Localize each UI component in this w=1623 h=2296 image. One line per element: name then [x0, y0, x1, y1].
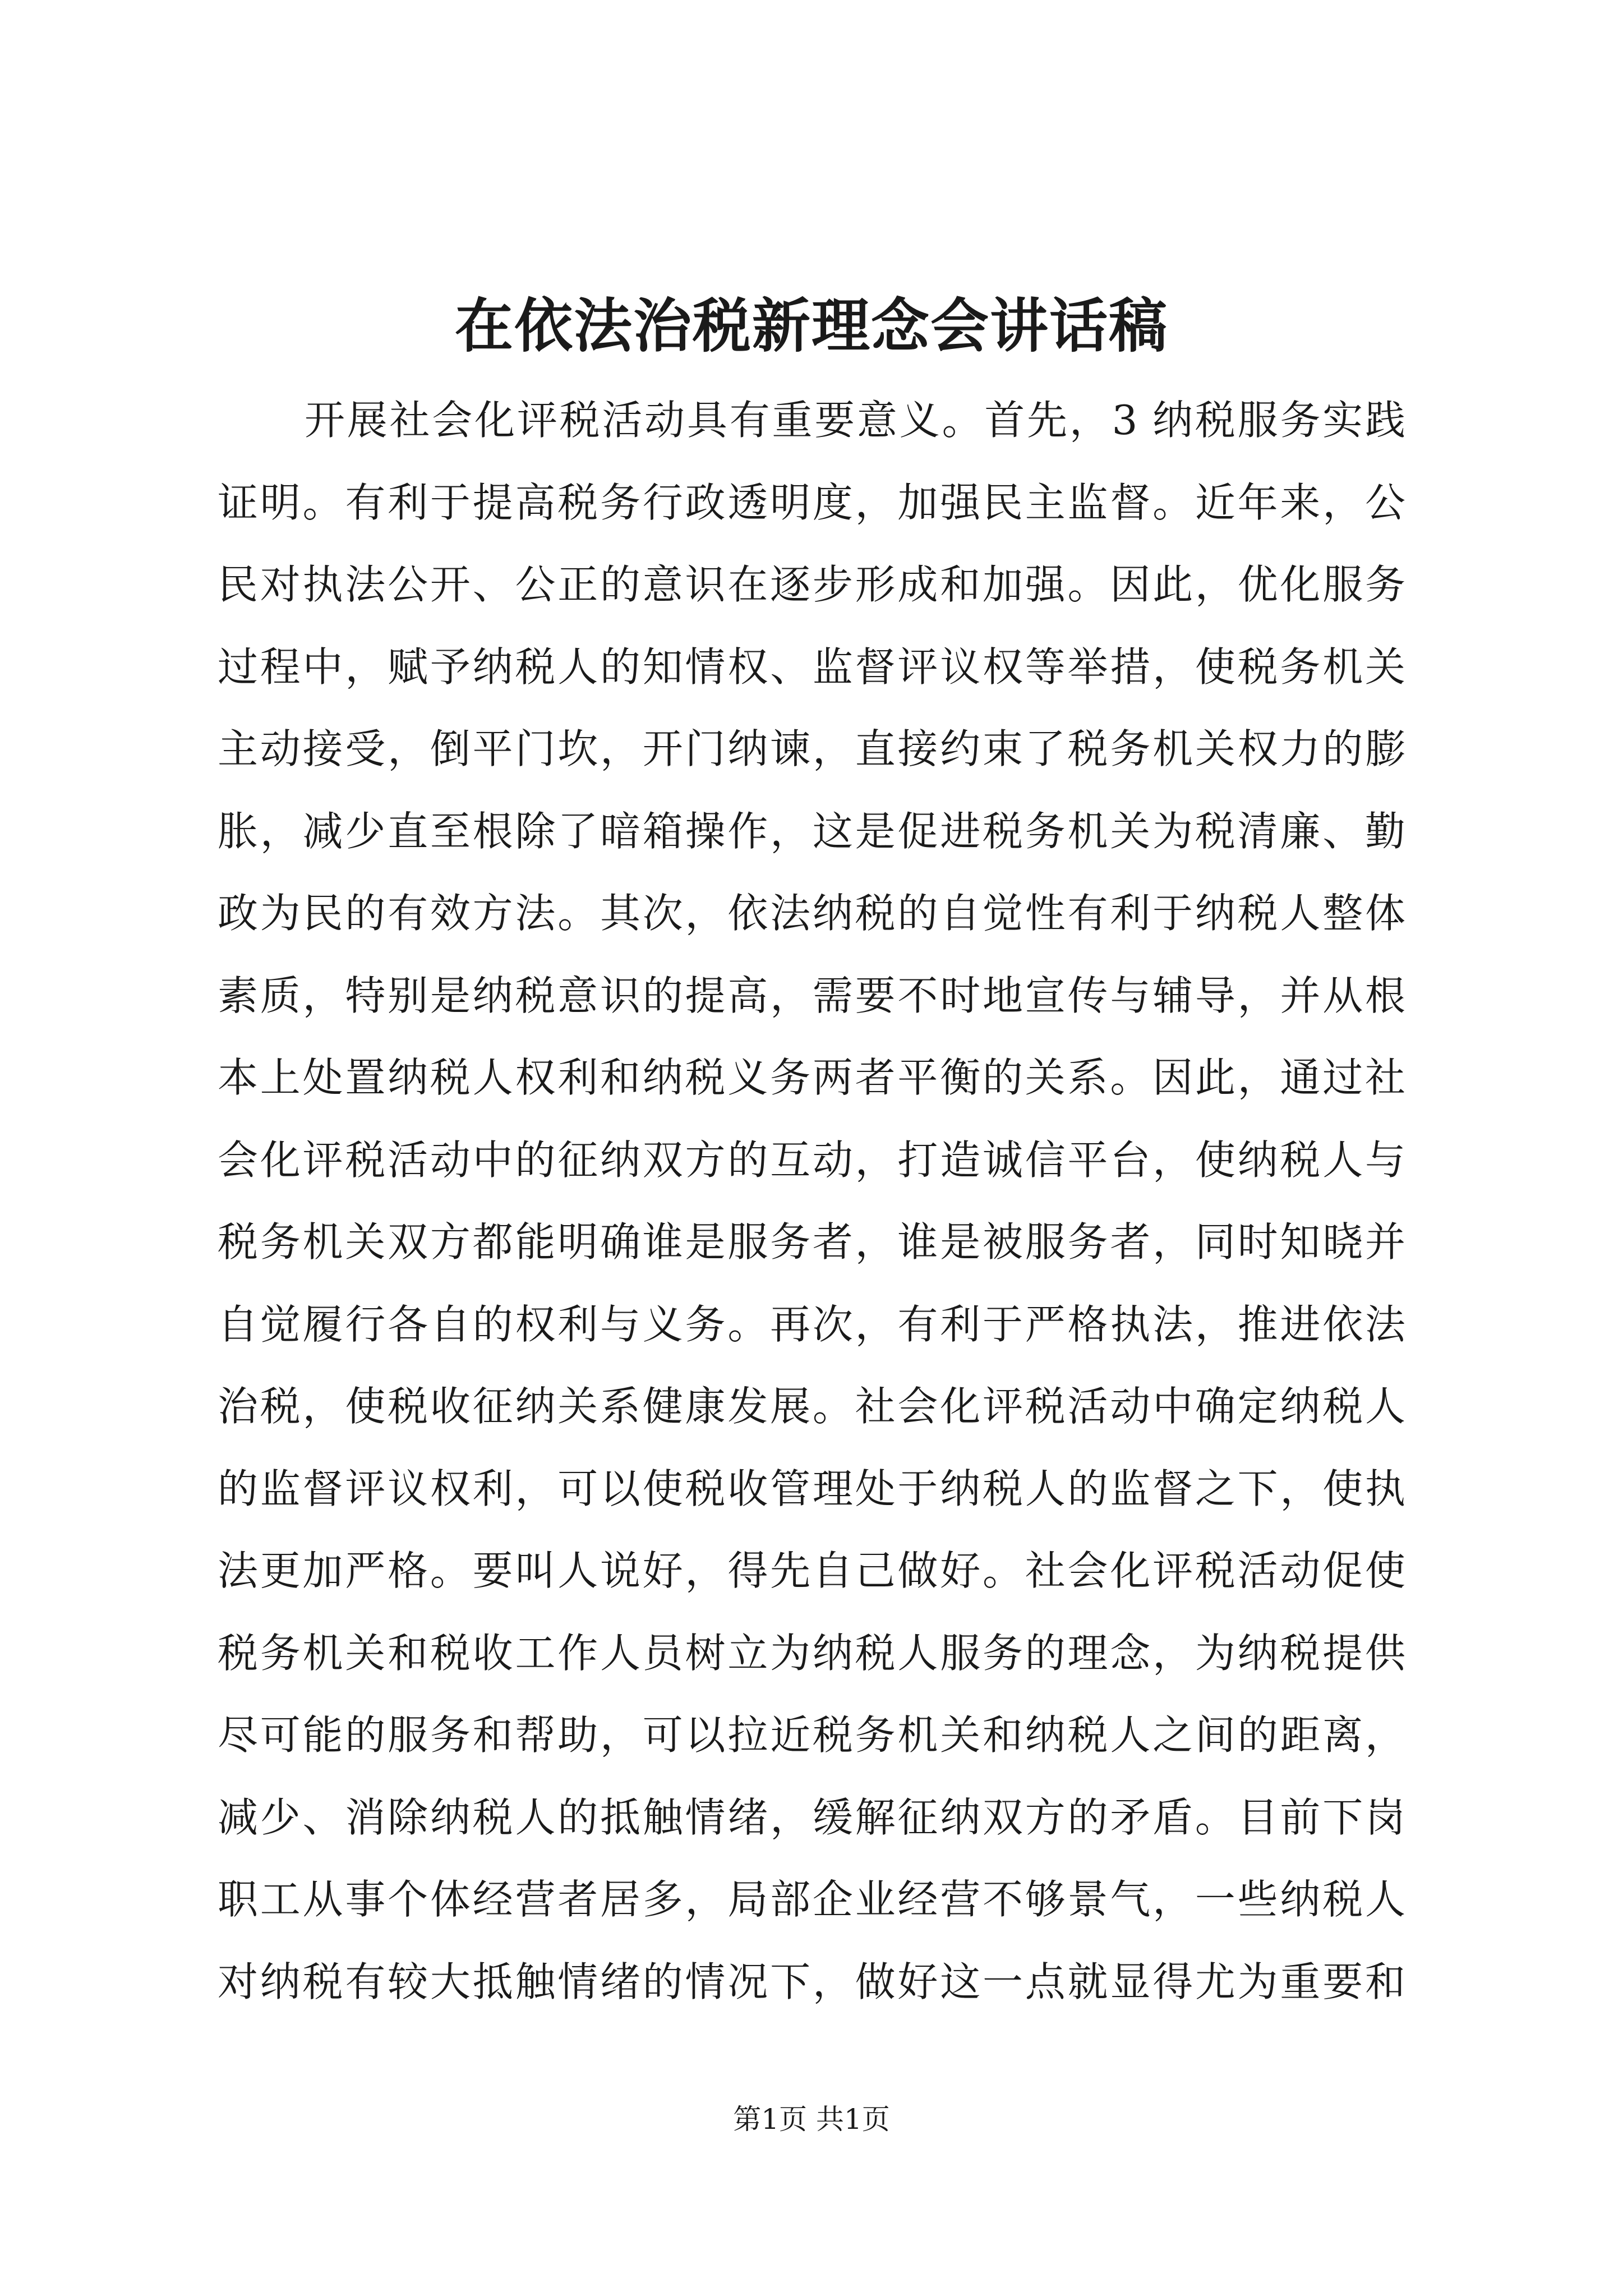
body-line: 证明。有利于提高税务行政透明度，加强民主监督。近年来，公	[218, 478, 1405, 526]
body-line: 尽可能的服务和帮助，可以拉近税务机关和纳税人之间的距离，	[218, 1711, 1405, 1759]
body-line: 本上处置纳税人权利和纳税义务两者平衡的关系。因此，通过社	[218, 1054, 1405, 1101]
body-line: 减少、消除纳税人的抵触情绪，缓解征纳双方的矛盾。目前下岗	[218, 1793, 1405, 1841]
body-line: 职工从事个体经营者居多，局部企业经营不够景气，一些纳税人	[218, 1876, 1405, 1923]
document-body	[218, 379, 1405, 2023]
body-line: 过程中，赋予纳税人的知情权、监督评议权等举措，使税务机关	[218, 643, 1405, 691]
body-line: 税务机关和税收工作人员树立为纳税人服务的理念，为纳税提供	[218, 1629, 1405, 1677]
body-line: 民对执法公开、公正的意识在逐步形成和加强。因此，优化服务	[218, 561, 1405, 608]
body-line: 会化评税活动中的征纳双方的互动，打造诚信平台，使纳税人与	[218, 1136, 1405, 1184]
document-title: 在依法治税新理念会讲话稿	[454, 291, 1168, 360]
body-line: 治税，使税收征纳关系健康发展。社会化评税活动中确定纳税人	[218, 1383, 1405, 1430]
body-line: 主动接受，倒平门坎，开门纳谏，直接约束了税务机关权力的膨	[218, 725, 1405, 772]
body-line: 自觉履行各自的权利与义务。再次，有利于严格执法，推进依法	[218, 1300, 1405, 1348]
body-line: 素质，特别是纳税意识的提高，需要不时地宣传与辅导，并从根	[218, 972, 1405, 1019]
body-line: 法更加严格。要叫人说好，得先自己做好。社会化评税活动促使	[218, 1547, 1405, 1594]
body-line: 开展社会化评税活动具有重要意义。首先，3 纳税服务实践	[305, 397, 1405, 444]
page-number-footer: 第1页 共1页	[733, 2103, 890, 2136]
body-line: 对纳税有较大抵触情绪的情况下，做好这一点就显得尤为重要和	[218, 1958, 1405, 2005]
body-line: 胀，减少直至根除了暗箱操作，这是促进税务机关为税清廉、勤	[218, 807, 1405, 855]
body-line: 政为民的有效方法。其次，依法纳税的自觉性有利于纳税人整体	[218, 890, 1405, 937]
body-line: 税务机关双方都能明确谁是服务者，谁是被服务者，同时知晓并	[218, 1218, 1405, 1266]
body-line: 的监督评议权利，可以使税收管理处于纳税人的监督之下，使执	[218, 1465, 1405, 1512]
